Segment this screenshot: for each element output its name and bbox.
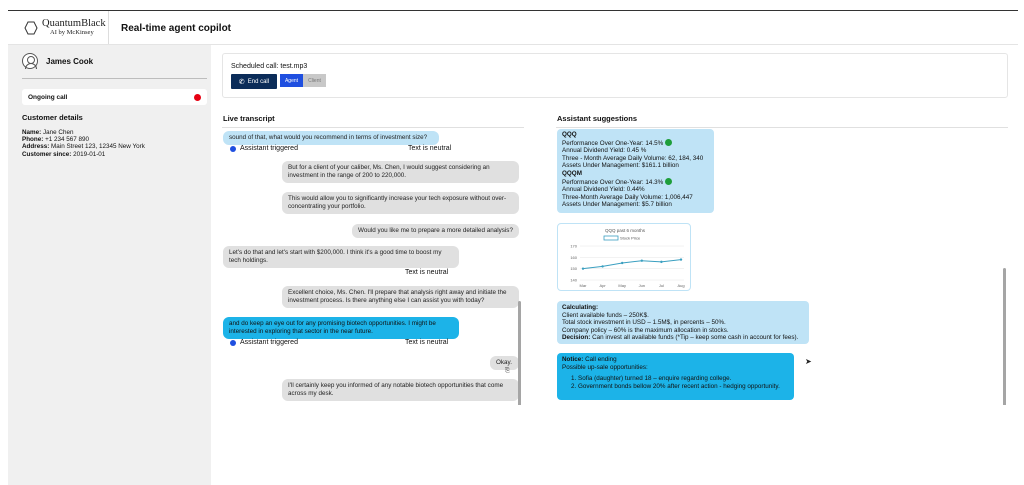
live-transcript-panel[interactable] [222,127,524,405]
transcript-message: and do keep an eye out for any promising biotech opportunities. I might be interested in exploring that sector in the near future. [223,317,459,339]
qqq-dividend: Annual Dividend Yield: 0.45 % [562,147,647,155]
qqqm-aum: Assets Under Management: $5.7 billion [562,201,672,209]
calc-line: Client available funds – 250K$. [562,311,649,319]
qqq-heading: QQQ [562,131,577,138]
data-point [621,262,623,264]
sentiment-label: Text is neutral [405,269,449,276]
legend-label: Stock Price [620,235,641,241]
qqqm-performance: Performance Over One-Year: 14.3% [562,178,709,187]
agent-profile[interactable] [22,53,207,69]
call-ending-notice-card [557,353,794,400]
calculation-card [557,301,809,344]
x-tick-label: Jun [638,283,646,288]
phone-icon: ✆ [238,78,245,86]
series-line [583,260,681,269]
legend-swatch [604,236,618,240]
transcript-scrollbar[interactable] [518,301,521,405]
status-dot-icon [230,340,236,346]
upsale-list [562,375,789,390]
transcript-message: Okay. [490,356,519,370]
assistant-triggered-label: Assistant triggered [240,339,298,346]
y-tick-label: 170 [570,243,577,249]
stock-price-chart [558,224,692,292]
data-point [601,265,603,267]
speaker-toggle [280,74,326,87]
y-tick-label: 150 [570,266,577,272]
calc-heading: Calculating: [562,304,599,311]
assistant-suggestions-heading: Assistant suggestions [557,114,638,123]
end-call-label: End call [247,78,270,85]
toggle-agent-button[interactable]: Agent [280,74,303,87]
qqq-performance: Performance Over One-Year: 14.5% [562,139,709,148]
assistant-triggered-indicator [230,339,298,346]
x-tick-label: Mar [579,283,587,288]
calc-decision: Decision: Can invest all available funds (*Tip – keep some cash in account for fees). [562,334,799,342]
customer-details-heading: Customer details [22,113,83,122]
x-tick-label: May [618,283,626,288]
transcript-message: Let's do that and let's start with $200,000. I think it's a good time to boost my tech holdings. [223,246,459,268]
data-point [680,258,682,260]
qqq-volume: Three - Month Average Daily Volume: 62, 184, 340 [562,154,704,162]
agent-name: James Cook [46,56,94,66]
customer-details [22,129,145,158]
call-status-label: Ongoing call [28,93,68,101]
notice-heading: Notice: Call ending [562,356,617,363]
positive-indicator-icon [665,139,672,146]
call-controls-card [222,53,1008,98]
ongoing-call-item[interactable] [22,89,207,105]
qqqm-dividend: Annual Dividend Yield: 0.44% [562,186,645,194]
suggestions-scrollbar[interactable] [1003,268,1006,405]
customer-address-row: Address: Main Street 123, 12345 New York [22,143,145,151]
app-header [8,11,1018,45]
transcript-message: sound of that, what would you recommend in terms of investment size? [223,131,439,145]
etf-comparison-card [557,129,714,213]
stock-price-chart-card [557,223,691,291]
x-tick-label: Apr [599,283,606,288]
transcript-message: This would allow you to significantly increase your tech exposure without over-concentrating your portfolio. [282,192,519,214]
x-tick-label: Jul [658,283,664,288]
status-dot-icon [230,146,236,152]
qqq-aum: Assets Under Management: $161.1 billion [562,162,679,170]
assistant-suggestions-panel[interactable] [556,127,1008,405]
chart-title: QQQ past 6 months [604,228,646,233]
toggle-client-button[interactable]: Client [303,74,326,87]
calc-line: Company policy – 60% is the maximum allocation in stocks. [562,326,729,334]
avatar-icon [22,53,38,69]
end-call-button[interactable] [231,74,277,89]
sentiment-label: Text is neutral [408,145,452,152]
transcript-message: But for a client of your caliber, Ms. Chen, I would suggest considering an investment in the range of 200 to 220,000. [282,161,519,183]
header-divider [108,11,109,45]
scheduled-call-label: Scheduled call: test.mp3 [231,63,308,70]
sidebar-divider [22,78,207,79]
app-title: Real-time agent copilot [121,22,232,34]
hexagon-logo-icon [24,21,38,35]
y-tick-label: 160 [570,254,577,260]
mouse-cursor-icon: ➤ [805,357,812,366]
transcript-message: Would you like me to prepare a more detailed analysis? [352,224,519,238]
logo-subtitle: AI by McKinsey [50,29,94,36]
recording-dot-icon [194,94,201,101]
logo-wordmark: QuantumBlack [42,18,106,29]
transcript-message: Excellent choice, Ms. Chen. I'll prepare that analysis right away and initiate the investment process. Is there anything else I can assist you with today? [282,286,519,308]
live-transcript-heading: Live transcript [223,114,275,123]
notice-subheading: Possible up-sale opportunities: [562,363,648,371]
qqqm-volume: Three-Month Average Daily Volume: 1,006,447 [562,193,693,201]
upsale-item: 2. Government bonds bellow 20% after recent action - hedging opportunity. [578,383,789,391]
customer-phone-row: Phone: +1 234 567 890 [22,136,90,144]
customer-since-row: Customer since: 2019-01-01 [22,150,106,158]
assistant-triggered-indicator [230,145,298,152]
upsale-item: 1. Sofia (daughter) turned 18 – enquire regarding college. [578,375,789,383]
assistant-triggered-label: Assistant triggered [240,145,298,152]
quantumblack-logo [8,19,108,37]
calc-line: Total stock investment in USD – 1.5M$, in percents – 50%. [562,319,726,327]
data-point [582,267,584,269]
qqqm-heading: QQQM [562,169,582,177]
data-point [641,260,643,262]
y-tick-label: 140 [570,277,577,283]
data-point [660,261,662,263]
sentiment-label: Text is neutral [405,339,449,346]
x-tick-label: Aug [677,283,685,288]
copy-icon[interactable]: ⎘ [505,368,510,374]
customer-name-row: Name: Jane Chen [22,129,74,136]
transcript-message: I'll certainly keep you informed of any notable biotech opportunities that come across my desk. [282,379,519,401]
sidebar [8,45,211,485]
positive-indicator-icon [665,178,672,185]
